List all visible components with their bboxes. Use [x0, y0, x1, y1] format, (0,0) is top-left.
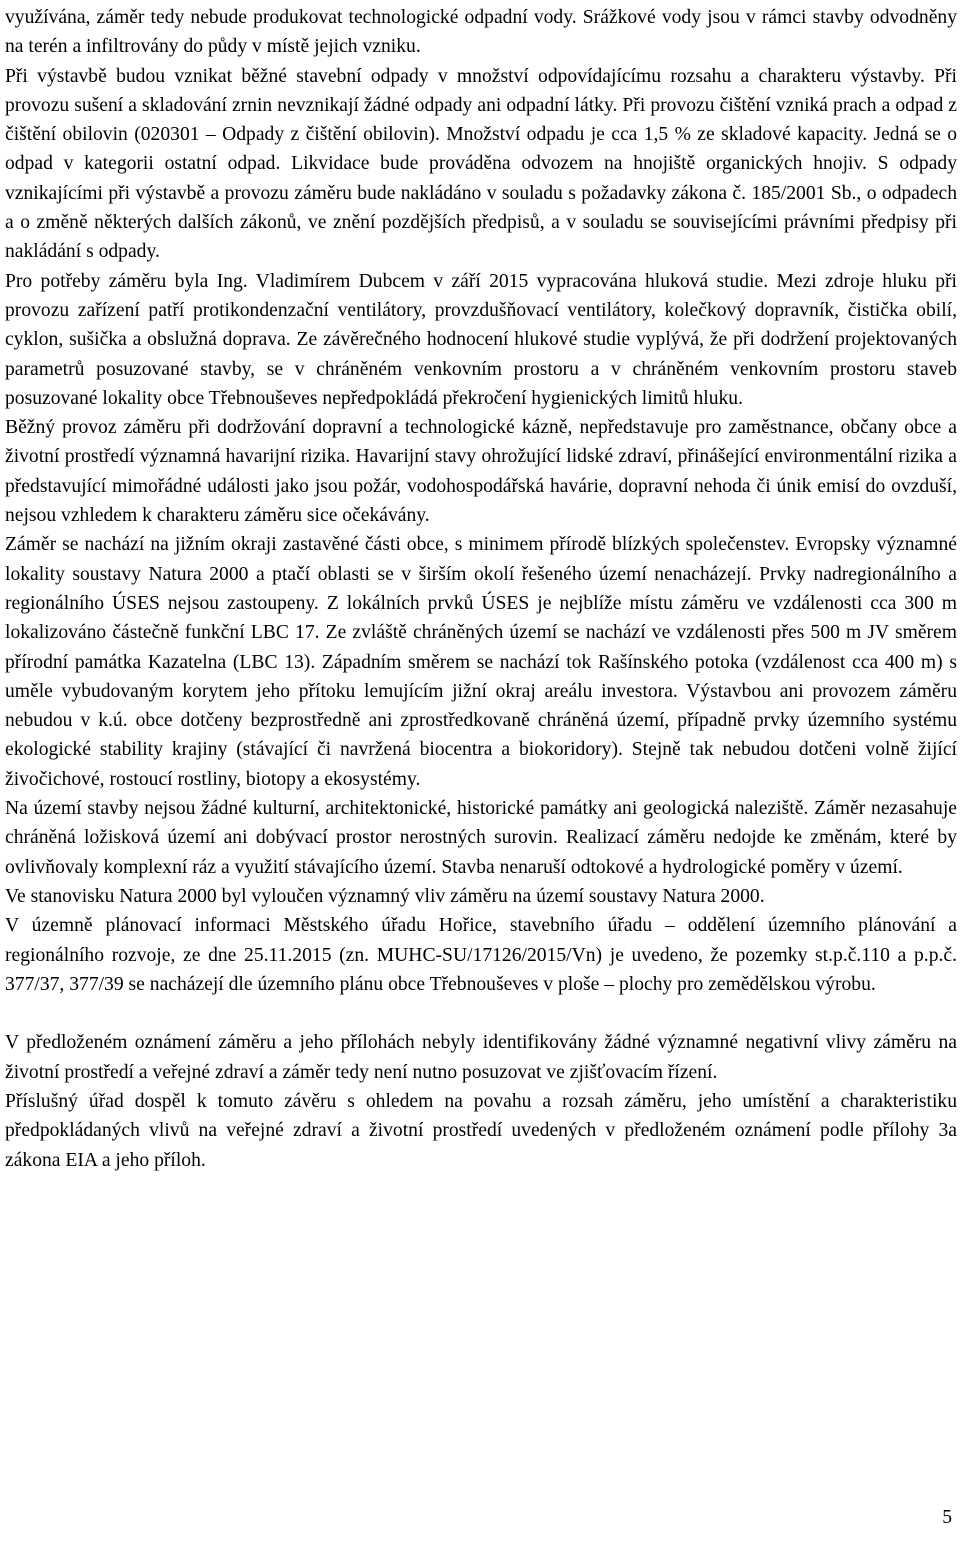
paragraph-conclusion: V předloženém oznámení záměru a jeho přílohách nebyly identifikovány žádné významné negativní vlivy záměru na životní prostředí a veřejné zdraví a záměr tedy není nutno posuzovat ve zjišťovacím řízení. — [5, 1032, 957, 1083]
paragraph-accident-risks: Běžný provoz záměru při dodržování dopravní a technologické kázně, nepředstavuje pro zaměstnance, občany obce a životní prostředí významná havarijní rizika. Havarijní stavy ohrožující lidské zdraví, přinášející environmentální rizika a představující mimořádné události jako jsou požár, vodohospodářská havárie, dopravní nehoda či únik emisí do ovzduší, nejsou vzhledem k charakteru záměru sice očekávány. — [5, 417, 957, 527]
paragraph-authority-reasoning: Příslušný úřad dospěl k tomuto závěru s ohledem na povahu a rozsah záměru, jeho umístění a charakteristiku předpokládaných vlivů na veřejné zdraví a životní prostředí uvedených v předloženém oznámení podle přílohy 3a zákona EIA a jeho příloh. — [5, 1090, 957, 1171]
paragraph-cultural-heritage: Na území stavby nejsou žádné kulturní, architektonické, historické památky ani geologická naleziště. Záměr nezasahuje chráněná ložisková území ani dobývací prostor nerostných surovin. Realizací záměru nedojde ke změnám, které by ovlivňovaly komplexní ráz a využití stávajícího území. Stavba nenaruší odtokové a hydrologické poměry v území. — [5, 798, 957, 878]
paragraph-noise-study: Pro potřeby záměru byla Ing. Vladimírem Dubcem v září 2015 vypracována hluková studie. Mezi zdroje hluku při provozu zařízení patří protikondenzační ventilátory, provzdušňovací ventilátory, kolečkový dopravník, čistička obilí, cyklon, sušička a obslužná doprava. Ze závěrečného hodnocení hlukové studie vyplývá, že při dodržení projektovaných parametrů posuzované stavby, se v chráněném venkovním prostoru a v chráněném venkovním prostoru staveb posuzované lokality obce Třebnouševes nepředpokládá překročení hygienických limitů hluku. — [5, 270, 957, 409]
document-body — [5, 3, 957, 1175]
page-number: 5 — [942, 1507, 952, 1528]
paragraph-natura-2000: Ve stanovisku Natura 2000 byl vyloučen významný vliv záměru na území soustavy Natura 2000. — [5, 885, 765, 907]
paragraph-waste: Při výstavbě budou vznikat běžné stavební odpady v množství odpovídajícímu rozsahu a charakteru výstavby. Při provozu sušení a skladování zrnin nevznikají žádné odpady ani odpadní látky. Při provozu čištění vzniká prach a odpad z čištění obilovin (020301 – Odpady z čištění obilovin). Množství odpadu je cca 1,5 % ze skladové kapacity. Jedná se o odpad v kategorii ostatní odpad. Likvidace bude prováděna odvozem na hnojiště organických hnojiv. S odpady vznikajícími při výstavbě a provozu záměru bude nakládáno v souladu s požadavky zákona č. 185/2001 Sb., o odpadech a o změně některých dalších zákonů, ve znění pozdějších předpisů, a v souladu se souvisejícími právními předpisy při nakládání s odpady. — [5, 65, 957, 263]
paragraph-wastewater: využívána, záměr tedy nebude produkovat technologické odpadní vody. Srážkové vody jsou v rámci stavby odvodněny na terén a infiltrovány do půdy v místě jejich vzniku. — [5, 7, 957, 58]
paragraph-zoning-information: V územně plánovací informaci Městského úřadu Hořice, stavebního úřadu – oddělení územního plánování a regionálního rozvoje, ze dne 25.11.2015 (zn. MUHC-SU/17126/2015/Vn) je uvedeno, že pozemky st.p.č.110 a p.p.č. 377/37, 377/39 se nacházejí dle územního plánu obce Třebnouševes v ploše – plochy pro zemědělskou výrobu. — [5, 915, 957, 995]
paragraph-nature-protection: Záměr se nachází na jižním okraji zastavěné části obce, s minimem přírodě blízkých společenstev. Evropsky významné lokality soustavy Natura 2000 a ptačí oblasti se v širším okolí řešeného území nenacházejí. Prvky nadregionálního a regionálního ÚSES nejsou zastoupeny. Z lokálních prvků ÚSES je nejblíže místu záměru ve vzdálenosti cca 300 m lokalizováno částečně funkční LBC 17. Ze zvláště chráněných území se nachází ve vzdálenosti přes 500 m JV směrem přírodní památka Kazatelna (LBC 13). Západním směrem se nachází tok Rašínského potoka (vzdálenost cca 400 m) s uměle vybudovaným korytem jeho přítoku lemujícím jižní okraj areálu investora. Výstavbou ani provozem záměru nebudou v k.ú. obce dotčeny bezprostředně ani zprostředkovaně chráněná území, případně prvky územního systému ekologické stability krajiny (stávající či navržená biocentra a biokoridory). Stejně tak nebudou dotčeni volně žijící živočichové, rostoucí rostliny, biotopy a ekosystémy. — [5, 534, 957, 790]
